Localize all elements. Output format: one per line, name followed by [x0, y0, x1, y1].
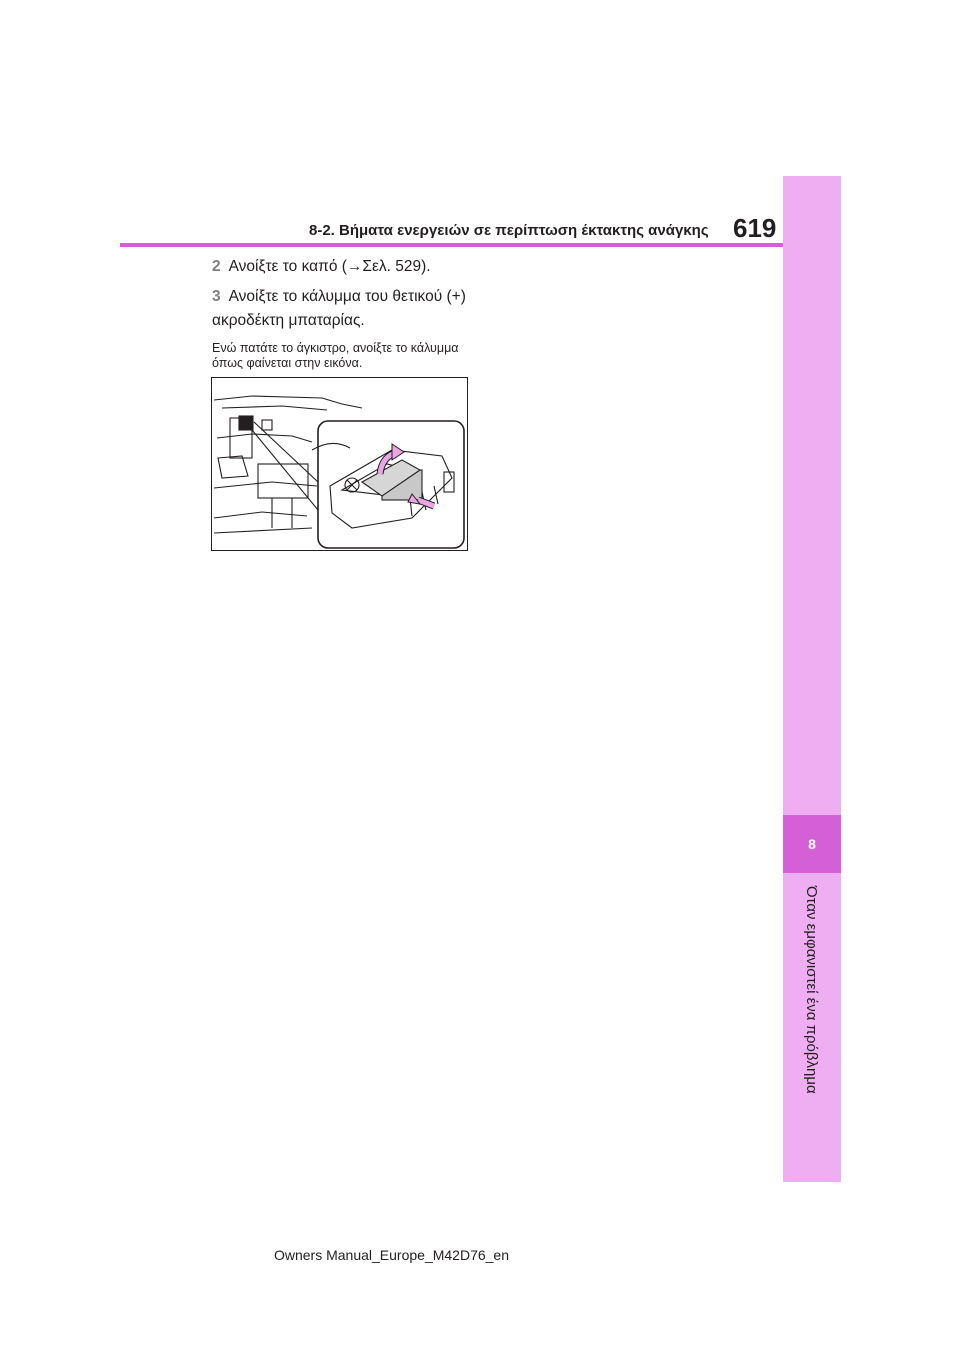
engine-bay-drawing [212, 378, 467, 550]
instruction-note: Ενώ πατάτε το άγκιστρο, ανοίξτε το κάλυμμα όπως φαίνεται στην εικόνα. [212, 341, 459, 370]
step-2 [212, 255, 482, 279]
step-number: 3 [212, 288, 221, 305]
section-title: 8-2. Βήματα ενεργειών σε περίπτωση έκτακτης ανάγκης [309, 222, 709, 239]
step-text: Ανοίξτε το καπό (→Σελ. 529). [228, 258, 431, 275]
step-3 [212, 285, 482, 333]
step-number: 2 [212, 258, 221, 275]
footer-manual-id: Owners Manual_Europe_M42D76_en [273, 1247, 510, 1263]
step-text: Ανοίξτε το κάλυμμα του θετικού (+) ακροδέκτη μπαταρίας. [212, 288, 466, 329]
page-number: 619 [733, 213, 777, 243]
battery-cover-illustration [211, 377, 468, 551]
chapter-title: Όταν εμφανιστεί ένα πρόβλημα [803, 886, 820, 1094]
chapter-number-badge: 8 [783, 815, 841, 873]
header-divider [120, 243, 783, 247]
